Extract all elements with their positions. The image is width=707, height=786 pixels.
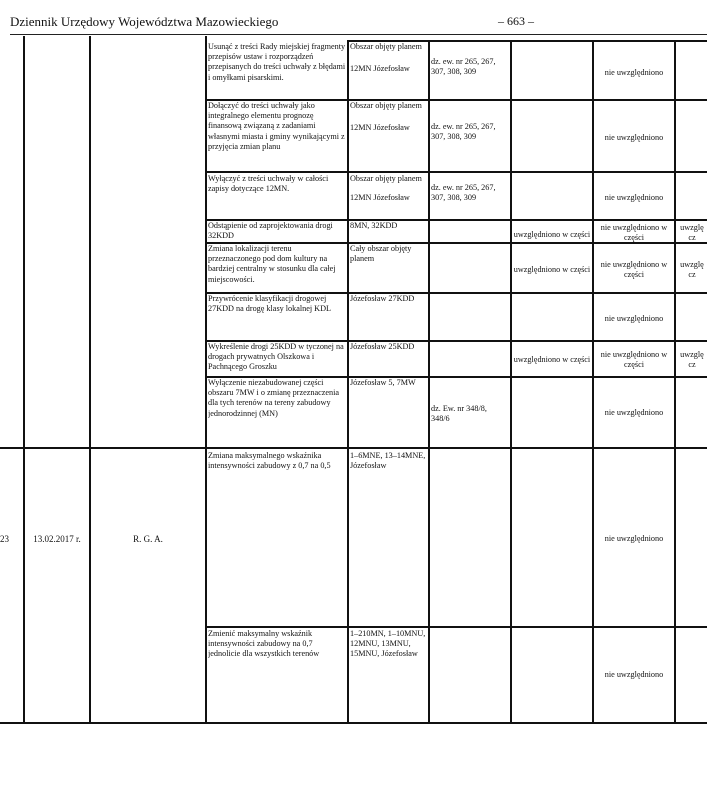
council-decision-cell: nie uwzględniono w części (600, 260, 668, 280)
area-cell: 1–210MN, 1–10MNU, 12MNU, 13MNU, 15MNU, Józefosław (350, 629, 426, 659)
extra-decision-cell: uwzglę cz (680, 350, 704, 370)
parcels-cell: dz. ew. nr 265, 267, 307, 308, 309 (431, 57, 496, 77)
opinion-cell: Wyłączenie niezabudowanej części obszaru 7MW i o zmianę przeznaczenia dla tych terenów na tereny zabudowy jednorodzinnej (MN) (208, 378, 340, 418)
mayor-decision-cell: uwzględniono w części (513, 355, 591, 364)
council-decision-cell: nie uwzględniono (604, 133, 664, 142)
table-vline (428, 40, 430, 724)
table-vline (347, 40, 349, 724)
area-detail-cell: 12MN Józefosław (350, 64, 410, 73)
area-cell: 8MN, 32KDD (350, 221, 398, 230)
submission-author: R. G. A. (133, 534, 163, 544)
area-detail-cell: 12MN Józefosław (350, 193, 410, 202)
extra-decision-cell: uwzglę cz (680, 223, 704, 243)
mayor-decision-cell: uwzględniono w części (513, 265, 591, 274)
council-decision-cell: nie uwzględniono (604, 534, 664, 543)
opinion-cell: Dołączyć do treści uchwały jako integralnego elementu prognozę finansową związaną z zadaniami własnymi miasta i gminy wynikającymi z przyjęcia zmian planu (208, 101, 345, 151)
parcels-cell: dz. ew. nr 265, 267, 307, 308, 309 (431, 183, 496, 203)
parcels-cell: dz. ew. nr 265, 267, 307, 308, 309 (431, 122, 496, 142)
area-cell: 1–6MNE, 13–14MNE, Józefosław (350, 451, 426, 471)
extra-decision-cell: uwzglę cz (680, 260, 704, 280)
page-number: – 663 – (498, 14, 534, 28)
area-cell: Obszar objęty planem (350, 101, 422, 110)
area-cell: Obszar objęty planem (350, 42, 422, 51)
opinion-cell: Odstąpienie od zaprojektowania drogi 32KDD (208, 221, 333, 241)
area-detail-cell: 12MN Józefosław (350, 123, 410, 132)
council-decision-cell: nie uwzględniono w części (600, 223, 668, 243)
opinion-cell: Zmienić maksymalny wskaźnik intensywności zabudowy na 0,7 jednolicie dla wszystkich terenów (208, 629, 320, 659)
journal-title: Dziennik Urzędowy Województwa Mazowieckiego (10, 14, 279, 29)
submission-number: 23 (0, 534, 9, 544)
area-cell: Obszar objęty planem (350, 174, 422, 183)
opinion-cell: Zmiana maksymalnego wskaźnika intensywności zabudowy z 0,7 na 0,5 (208, 451, 331, 471)
table-hline (0, 447, 707, 449)
council-decision-cell: nie uwzględniono (604, 193, 664, 202)
table-hline (205, 626, 707, 628)
opinion-cell: Przywrócenie klasyfikacji drogowej 27KDD na drogę klasy lokalnej KDL (208, 294, 332, 314)
council-decision-cell: nie uwzględniono w części (600, 350, 668, 370)
opinion-cell: Wyłączyć z treści uchwały w całości zapisy dotyczące 12MN. (208, 174, 329, 194)
table-hline (0, 722, 707, 724)
table-hline (205, 171, 707, 173)
council-decision-cell: nie uwzględniono (604, 408, 664, 417)
area-cell: Józefosław 27KDD (350, 294, 415, 303)
area-cell: Józefosław 25KDD (350, 342, 415, 351)
parcels-cell: dz. Ew. nr 348/8, 348/6 (431, 404, 487, 424)
table-vline (89, 36, 91, 724)
council-decision-cell: nie uwzględniono (604, 314, 664, 323)
area-cell: Józefosław 5, 7MW (350, 378, 416, 387)
table-vline (23, 36, 25, 724)
submission-date: 13.02.2017 r. (33, 534, 81, 544)
council-decision-cell: nie uwzględniono (604, 670, 664, 679)
mayor-decision-cell: uwzględniono w części (513, 230, 591, 239)
area-cell: Cały obszar objęty planem (350, 244, 412, 264)
opinion-cell: Usunąć z treści Rady miejskiej fragmenty przepisów ustaw i rozporządzeń przepisanych do treści uchwały z błędami i omyłkami pisarskimi. (208, 42, 346, 82)
table-vline (674, 40, 676, 724)
header-rule (10, 34, 707, 35)
table-vline (205, 36, 207, 724)
opinion-cell: Wykreślenie drogi 25KDD w tyczonej na drogach prywatnych Olszkowa i Pachnącego Groszku (208, 342, 344, 372)
table-vline (510, 40, 512, 724)
opinion-cell: Zmiana lokalizacji terenu przeznaczonego pod dom kultury na bardziej centralny w stosunku dla całej miejscowości. (208, 244, 336, 284)
council-decision-cell: nie uwzględniono (604, 68, 664, 77)
